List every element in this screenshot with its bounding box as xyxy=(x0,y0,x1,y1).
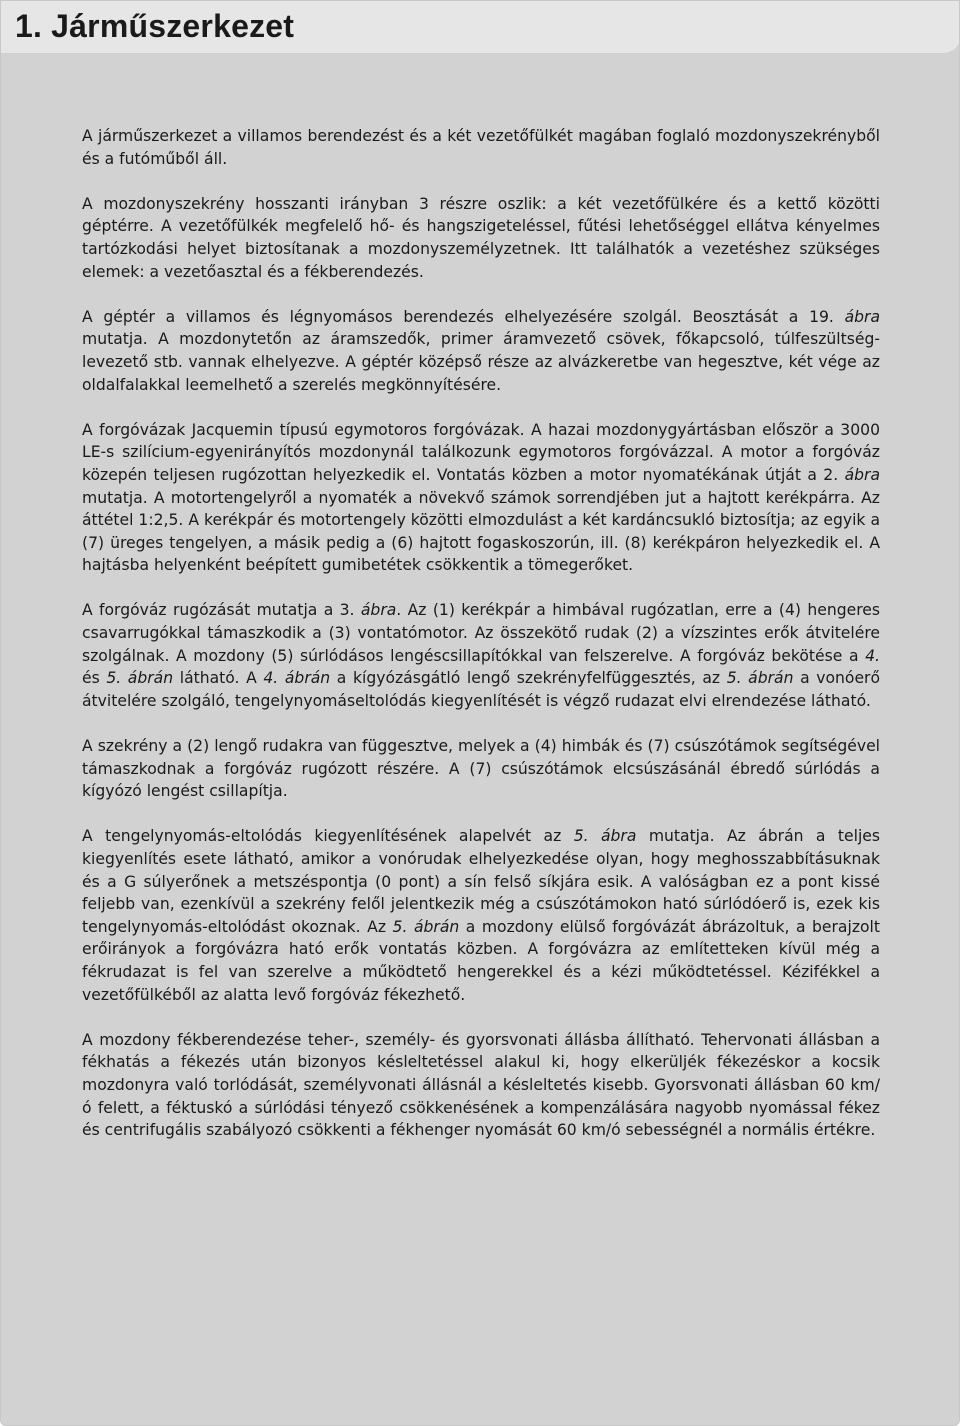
paragraph-text: A járműszerkezet a villamos berendezést és a két vezetőfülkét magában foglaló mozdonyszekrényből és a futóműből áll. xyxy=(82,127,880,168)
paragraph-text: . Az (1) kerékpár a himbával rugózatlan, erre a (4) hengeres csavarrugókkal támaszkodik a (3) vontatómotor. Az összekötő rudak (2) a vízszintes erők átvitelére szolgálnak. A mozdony (5) súrlódásos lengéscsillapítókkal van felszerelve. A forgóváz bekötése a xyxy=(82,601,880,665)
italic-text: 5. ábrán xyxy=(726,669,794,688)
italic-text: 5. ábrán xyxy=(392,917,460,936)
paragraph-text: a vonóerő átvitelére szolgáló, tengelynyomáseltolódás kiegyenlítését is végző rudazat elvi elrendezése látható. xyxy=(82,669,881,710)
paragraph xyxy=(82,125,880,170)
italic-text: 4. xyxy=(865,646,880,665)
paragraph-text: A géptér a villamos és légnyomásos berendezés elhelyezésére szolgál. Beosztását a 19. xyxy=(82,307,845,326)
paragraph-text: és xyxy=(82,669,107,688)
paragraph xyxy=(82,735,880,803)
chapter-header-bar xyxy=(1,1,960,54)
paragraph-text: mutatja. A mozdonytetőn az áramszedők, primer áramvezető csövek, főkapcsoló, túlfeszültség-levezető stb. vannak elhelyezve. A géptér középső része az alvázkeretbe van hegesztve, két vége az oldalfalakkal leemelhető a szerelés megkönnyítésére. xyxy=(82,330,880,394)
paragraph-text: a mozdony elülső forgóvázát ábrázoltuk, a berajzolt erőirányok a forgóvázra ható erők vontatás közben. A forgóvázra az említetteken kívül még a fékrudazat is fel van szerelve a működtető hengerekkel és a kézi működtetéssel. Kézifékkel a vezetőfülkéből az alatta levő forgóváz fékezhető. xyxy=(82,917,880,1004)
italic-text: 5. ábra xyxy=(573,827,637,846)
paragraph xyxy=(82,1029,880,1142)
paragraph-text: A tengelynyomás-eltolódás kiegyenlítésének alapelvét az xyxy=(82,827,574,846)
paragraph-text: A forgóváz rugózását mutatja a 3. xyxy=(82,601,361,620)
paragraph-text: A szekrény a (2) lengő rudakra van függesztve, melyek a (4) himbák és (7) csúszótámok segítségével támaszkodnak a forgóváz rugózott részére. A (7) csúszótámok elcsúszásánál ébredő súrlódás a kígyózó lengést csillapítja. xyxy=(82,737,880,801)
paragraph xyxy=(82,419,880,577)
paragraph xyxy=(82,825,880,1006)
italic-text: ábra xyxy=(844,307,880,326)
paragraph-text: mutatja. Az ábrán a teljes kiegyenlítés esete látható, amikor a vonórudak elhelyezkedése olyan, hogy meghosszabbításuknak és a G súlyerőnek a metszéspontja (0 pont) a sín felső síkjára esik. A valóságban ez a pont kissé feljebb van, ezenkívül a szekrény felől jelentkezik még a csúszótámokon ható súrlódóerő is, ezek kis tengelynyomás-eltolódást okoznak. Az xyxy=(82,827,880,936)
paragraph-text: A mozdonyszekrény hosszanti irányban 3 részre oszlik: a két vezetőfülkére és a kettő közötti géptérre. A vezetőfülkék megfelelő hő- és hangszigeteléssel, fűtési lehetőséggel ellátva kényelmes tartózkodási helyet biztosítanak a mozdonyszemélyzetnek. Itt találhatók a vezetéshez szükséges elemek: a vezetőasztal és a fékberendezés. xyxy=(82,194,880,281)
paragraph-text: A forgóvázak Jacquemin típusú egymotoros forgóvázak. A hazai mozdonygyártásban először a 3000 LE-s szilícium-egyenirányítós mozdonynál találkozunk egymotoros forgóvázzal. A motor a forgóváz közepén teljesen rugózottan helyezkedik el. Vontatás közben a motor nyomatékának útját a 2. xyxy=(82,420,880,484)
paragraph xyxy=(82,306,880,396)
italic-text: 4. ábrán xyxy=(263,669,331,688)
chapter-title: 1. Járműszerkezet xyxy=(15,8,295,44)
paragraph-text: a kígyózásgátló lengő szekrényfelfüggesztés, az xyxy=(330,669,727,688)
paragraph xyxy=(82,193,880,283)
body-text xyxy=(82,125,880,1164)
italic-text: ábra xyxy=(844,465,880,484)
paragraph-text: látható. A xyxy=(173,669,264,688)
paragraph-text: A mozdony fékberendezése teher-, személy- és gyorsvonati állásba állítható. Tehervonati állásban a fékhatás a fékezés után bizonyos késleltetéssel alakul ki, hogy elkerüljék fékezéskor a kocsik mozdonyra való torlódását, személyvonati állásnál a késleltetés kisebb. Gyorsvonati állásban 60 km/ó felett, a féktuskó a súrlódási tényező csökkenésének a kompenzálására nagyobb nyomással fékez és centrifugális szabályozó csökkenti a fékhenger nyomását 60 km/ó sebességnél a normális értékre. xyxy=(82,1030,880,1140)
paragraph xyxy=(82,599,880,712)
italic-text: 5. ábrán xyxy=(106,669,174,688)
italic-text: ábra xyxy=(360,601,397,620)
paragraph-text: mutatja. A motortengelyről a nyomaték a növekvő számok sorrendjében jut a hajtott kerékpárra. Az áttétel 1:2,5. A kerékpár és motortengely közötti elmozdulást a két kardáncsukló biztosítja; az egyik a (7) üreges tengelyen, a másik pedig a (6) hajtott fogaskoszorún, ill. (8) kerékpáron helyezkedik el. A hajtásba helyenként beépített gumibetétek csökkentik a tömegerőket. xyxy=(82,488,880,575)
